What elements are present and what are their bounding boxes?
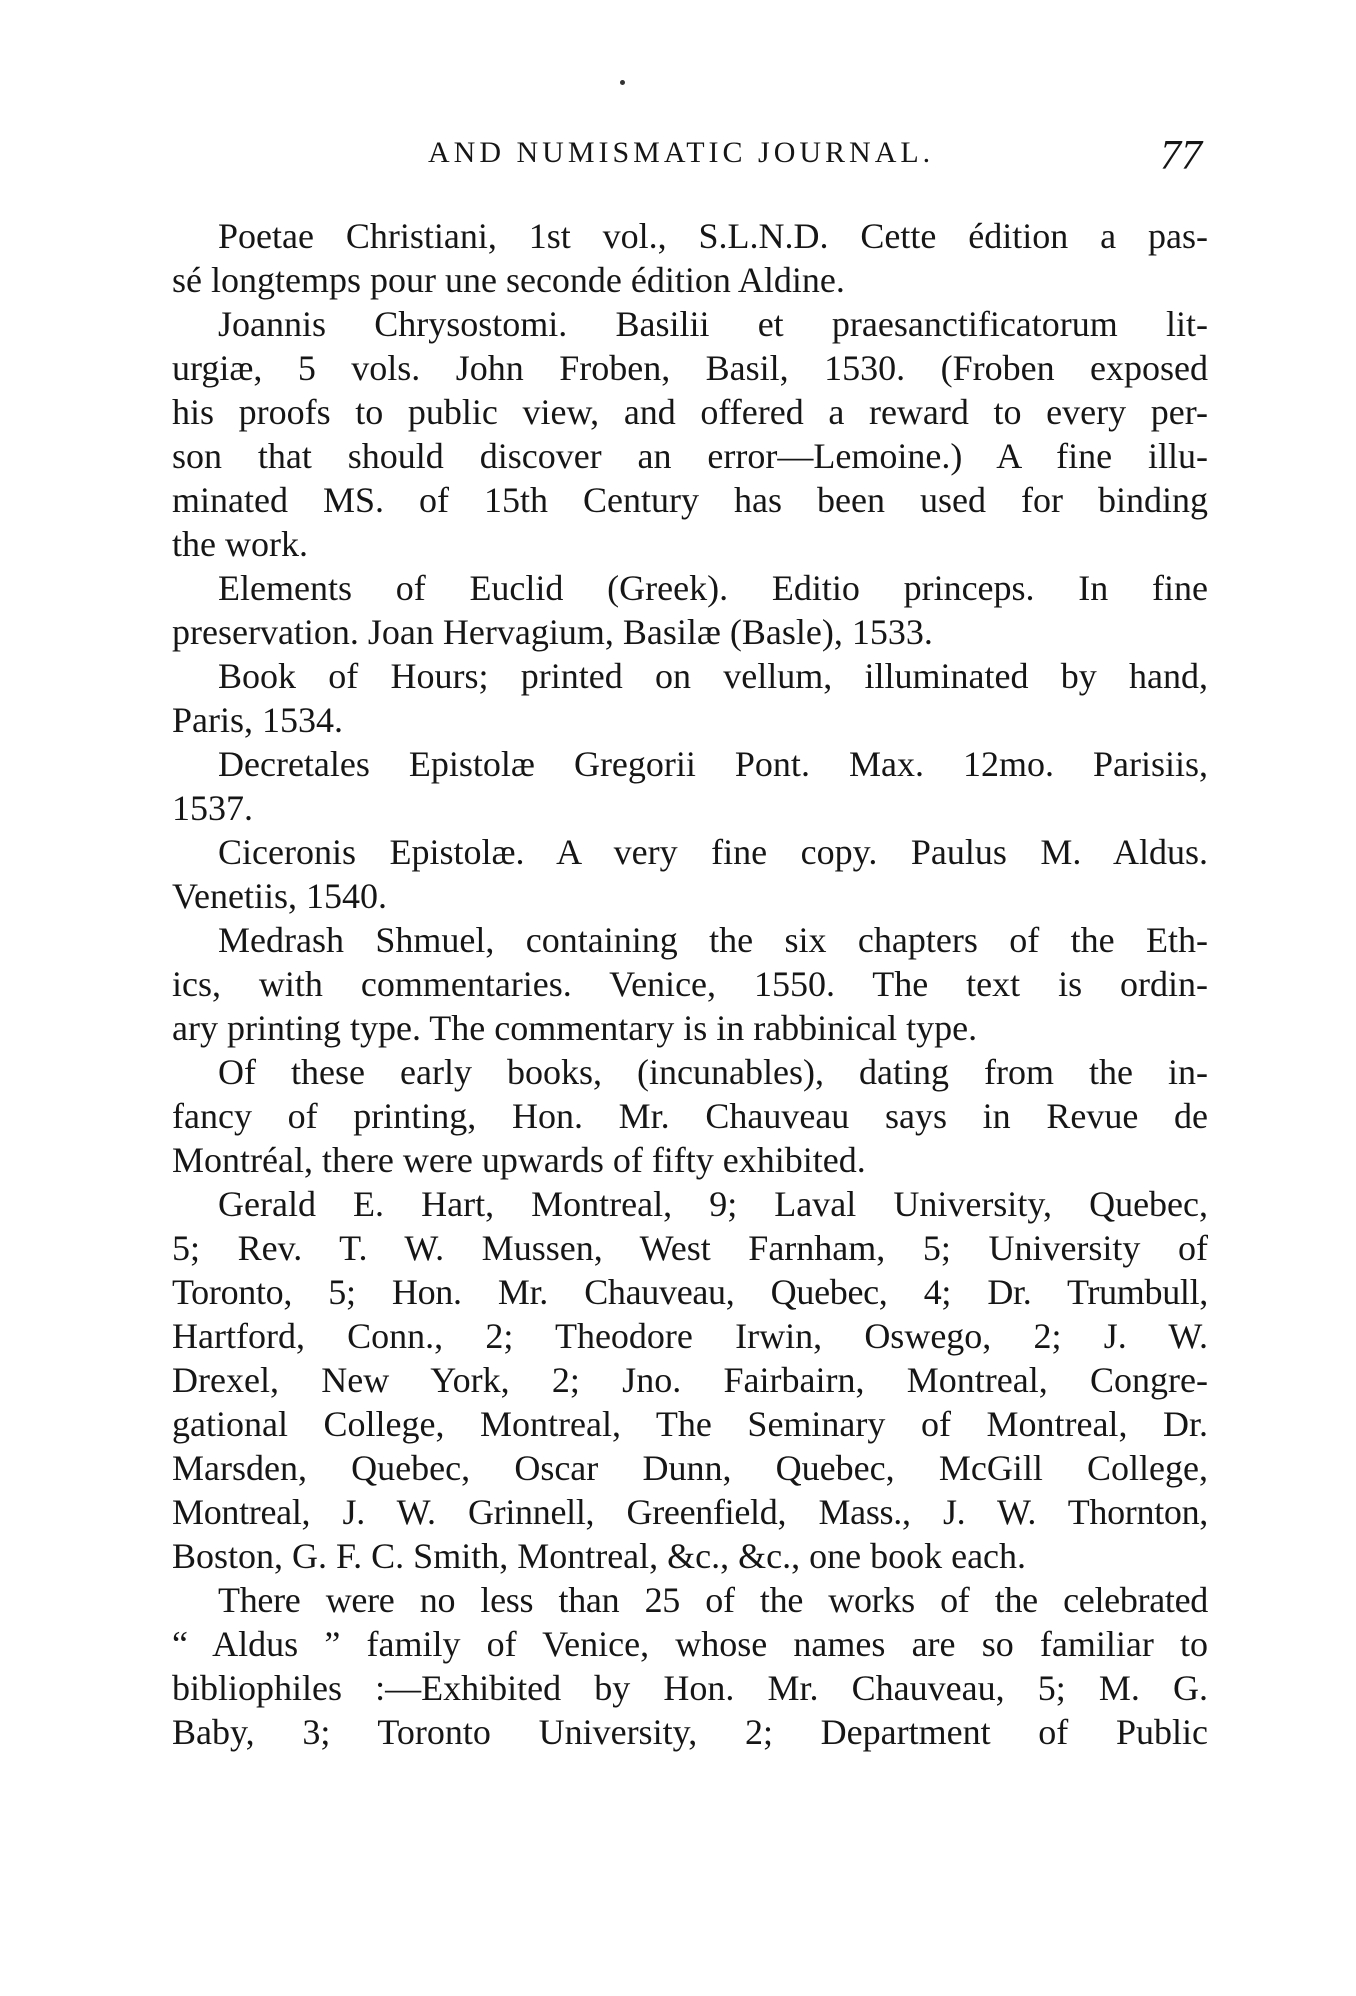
text-line: fancy of printing, Hon. Mr. Chauveau says in Revue de — [172, 1096, 1208, 1136]
running-title: AND NUMISMATIC JOURNAL. — [428, 136, 935, 169]
text-line: urgiæ, 5 vols. John Froben, Basil, 1530. (Froben exposed — [172, 348, 1208, 388]
text-line: Venetiis, 1540. — [172, 876, 387, 916]
text-line: 1537. — [172, 788, 253, 828]
text-line: his proofs to public view, and offered a reward to every per- — [172, 392, 1208, 432]
text-line: sé longtemps pour une seconde édition Aldine. — [172, 260, 845, 300]
text-line: bibliophiles :—Exhibited by Hon. Mr. Chauveau, 5; M. G. — [172, 1668, 1208, 1708]
ink-speck — [620, 80, 625, 85]
text-line: Montreal, J. W. Grinnell, Greenfield, Mass., J. W. Thornton, — [172, 1492, 1208, 1532]
text-line: gational College, Montreal, The Seminary of Montreal, Dr. — [172, 1404, 1208, 1444]
text-line: minated MS. of 15th Century has been used for binding — [172, 480, 1208, 520]
text-line: Montréal, there were upwards of fifty exhibited. — [172, 1140, 866, 1180]
text-line: Boston, G. F. C. Smith, Montreal, &c., &c., one book each. — [172, 1536, 1027, 1576]
text-line: Ciceronis Epistolæ. A very fine copy. Paulus M. Aldus. — [218, 832, 1208, 872]
text-line: Marsden, Quebec, Oscar Dunn, Quebec, McGill College, — [172, 1448, 1208, 1488]
text-line: Poetae Christiani, 1st vol., S.L.N.D. Cette édition a pas- — [218, 216, 1208, 256]
text-line: Joannis Chrysostomi. Basilii et praesanctificatorum lit- — [218, 304, 1208, 344]
text-line: There were no less than 25 of the works of the celebrated — [218, 1580, 1208, 1620]
text-line: Hartford, Conn., 2; Theodore Irwin, Oswego, 2; J. W. — [172, 1316, 1208, 1356]
text-line: Drexel, New York, 2; Jno. Fairbairn, Montreal, Congre- — [172, 1360, 1208, 1400]
text-line: Medrash Shmuel, containing the six chapters of the Eth- — [218, 920, 1208, 960]
text-line: Toronto, 5; Hon. Mr. Chauveau, Quebec, 4; Dr. Trumbull, — [172, 1272, 1208, 1312]
text-line: Baby, 3; Toronto University, 2; Department of Public — [172, 1712, 1208, 1752]
text-line: Paris, 1534. — [172, 700, 343, 740]
text-line: ary printing type. The commentary is in rabbinical type. — [172, 1008, 978, 1048]
text-line: Elements of Euclid (Greek). Editio princeps. In fine — [218, 568, 1208, 608]
text-line: Of these early books, (incunables), dating from the in- — [218, 1052, 1208, 1092]
page-number: 77 — [1160, 133, 1202, 179]
text-line: 5; Rev. T. W. Mussen, West Farnham, 5; University of — [172, 1228, 1208, 1268]
text-line: the work. — [172, 524, 308, 564]
running-head — [170, 130, 1202, 190]
text-line: Book of Hours; printed on vellum, illuminated by hand, — [218, 656, 1208, 696]
text-line: “ Aldus ” family of Venice, whose names are so familiar to — [172, 1624, 1208, 1664]
text-line: Gerald E. Hart, Montreal, 9; Laval University, Quebec, — [218, 1184, 1208, 1224]
text-line: Decretales Epistolæ Gregorii Pont. Max. 12mo. Parisiis, — [218, 744, 1208, 784]
text-line: preservation. Joan Hervagium, Basilæ (Basle), 1533. — [172, 612, 933, 652]
text-line: son that should discover an error—Lemoine.) A fine illu- — [172, 436, 1208, 476]
text-line: ics, with commentaries. Venice, 1550. The text is ordin- — [172, 964, 1208, 1004]
body-text — [172, 214, 1208, 1754]
